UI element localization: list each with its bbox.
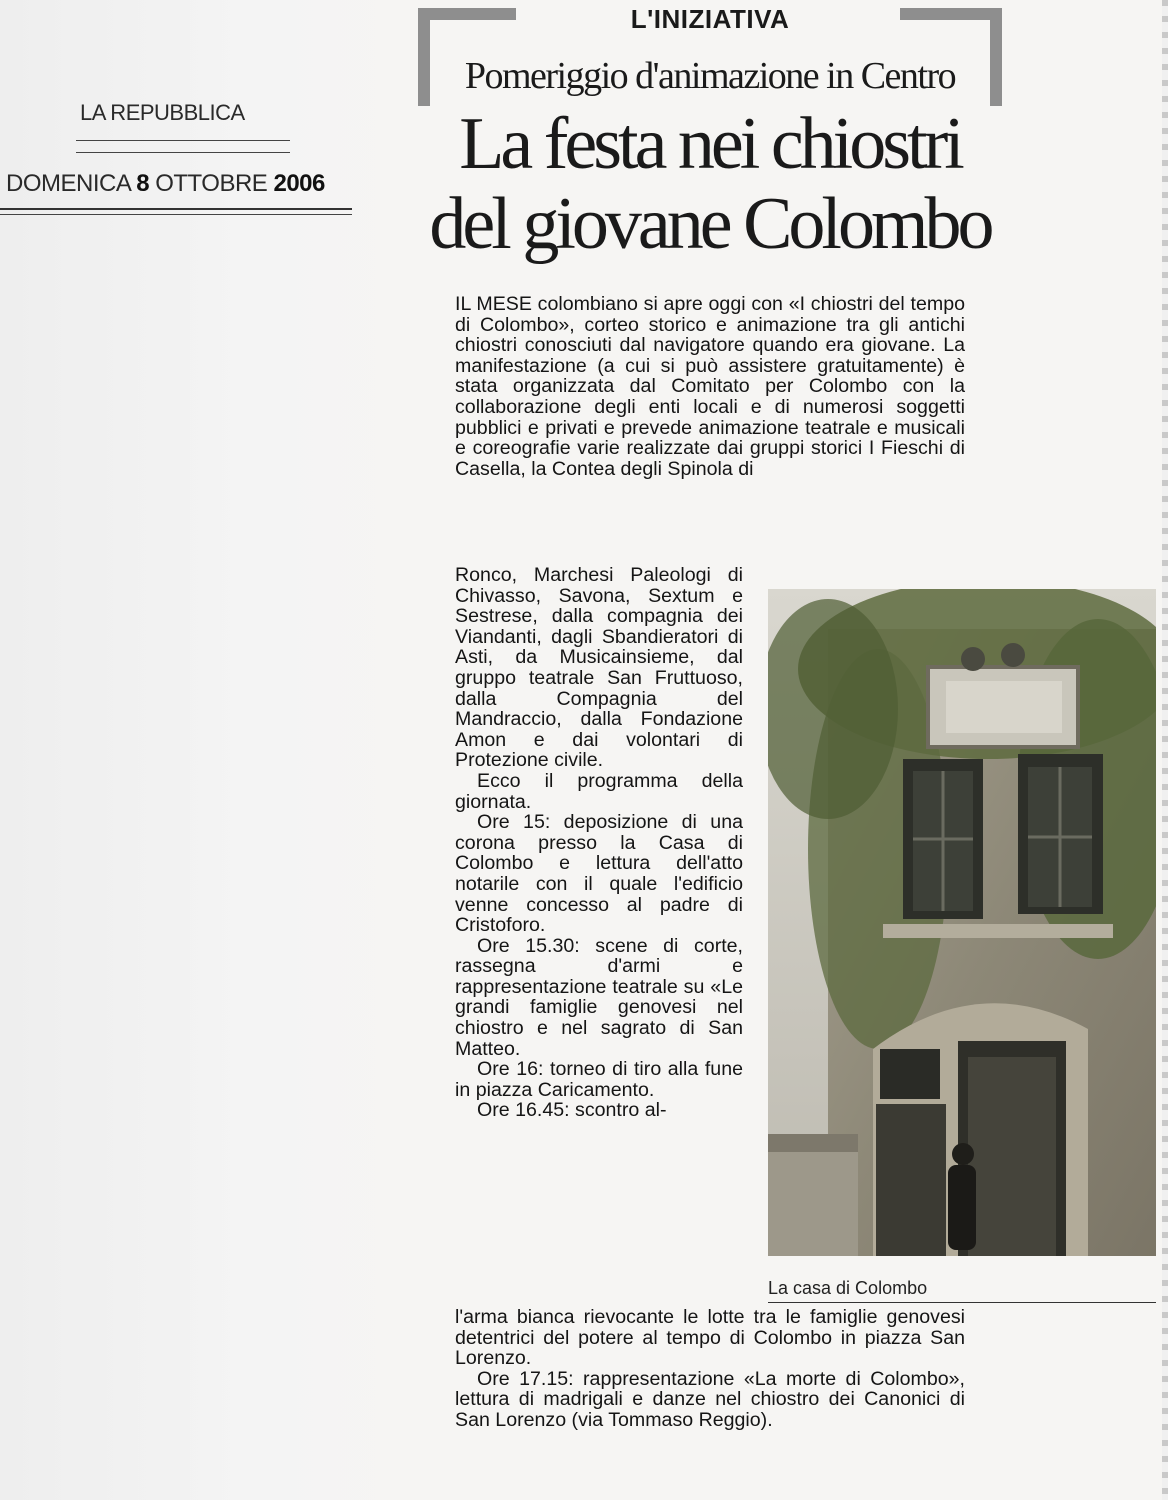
headline [420, 104, 1000, 264]
date-month: OTTOBRE [155, 170, 268, 197]
paragraph: Ronco, Marchesi Paleologi di Chivasso, Savona, Sextum e Sestrese, dalla compagnia dei Viandanti, dagli Sbandieratori di Asti, da Musicainsieme, dal gruppo teatrale San Fruttuoso, dalla Compagnia del Mandraccio, dalla Fondazione Amon e dai volontari di Protezione civile. [455, 564, 743, 772]
paragraph: IL MESE colombiano si apre oggi con «I chiostri del tempo di Colombo», corteo storico e animazione tra gli antichi chiostri conosciuti dal navigatore quando era giovane. La manifestazione (a cui si può assistere gratuitamente) è stata organizzata dal Comitato per Colombo con la collaborazione degli enti locali e di numerosi soggetti pubblici e privati e prevede animazione teatrale e musicali e coreografie varie realizzate dai gruppi storici I Fieschi di Casella, la Contea degli Spinola di [455, 293, 965, 480]
article-column [455, 565, 743, 1121]
program-item: l'arma bianca rievocante le lotte tra le famiglie genovesi detentrici del potere al tempo di Colombo in piazza San Lorenzo. [455, 1306, 965, 1370]
article-intro [455, 294, 965, 479]
header-bracket-left [418, 8, 430, 106]
program-item: Ore 16.45: scontro al- [477, 1099, 667, 1122]
headline-line: del giovane Colombo [429, 183, 991, 265]
house-photo-image [768, 589, 1156, 1256]
program-item: Ore 15: deposizione di una corona presso la Casa di Colombo e lettura dell'atto notarile con il quale l'edificio venne concesso al padre di Cristoforo. [455, 811, 743, 937]
header-bracket-right [900, 8, 1002, 20]
scan-edge [1162, 0, 1168, 1500]
publication-date [6, 170, 325, 198]
program-item: Ore 16: torneo di tiro alla fune in piazza Caricamento. [455, 1058, 743, 1101]
article-continuation [455, 1307, 965, 1431]
subheadline: Pomeriggio d'animazione in Centro [464, 55, 956, 97]
date-day: 8 [136, 170, 150, 197]
date-year: 2006 [273, 170, 325, 197]
header-bracket-right [990, 8, 1002, 106]
headline-line: La festa nei chiostri [459, 103, 961, 185]
date-weekday: DOMENICA [6, 170, 131, 197]
caption-rule [768, 1302, 1156, 1303]
section-kicker: L'INIZIATIVA [630, 4, 790, 34]
house-photo [768, 589, 1156, 1256]
masthead-rule [76, 152, 290, 153]
masthead-rule [76, 140, 290, 141]
newspaper-name: LA REPUBBLICA [80, 100, 245, 125]
date-rule [0, 208, 352, 210]
paper-background [0, 0, 420, 1500]
program-item: Ore 15.30: scene di corte, rassegna d'armi e rappresentazione teatrale su «Le grandi famiglie genovesi nel chiostro e nel sagrato di San Matteo. [455, 934, 743, 1060]
paragraph: Ecco il programma della giornata. [455, 769, 743, 813]
program-item: Ore 17.15: rappresentazione «La morte di Colombo», lettura di madrigali e danze nel chiostro dei Canonici di San Lorenzo (via Tommaso Reggio). [455, 1367, 965, 1431]
photo-caption: La casa di Colombo [768, 1278, 928, 1298]
header-bracket-left [418, 8, 516, 20]
date-rule [0, 214, 352, 215]
